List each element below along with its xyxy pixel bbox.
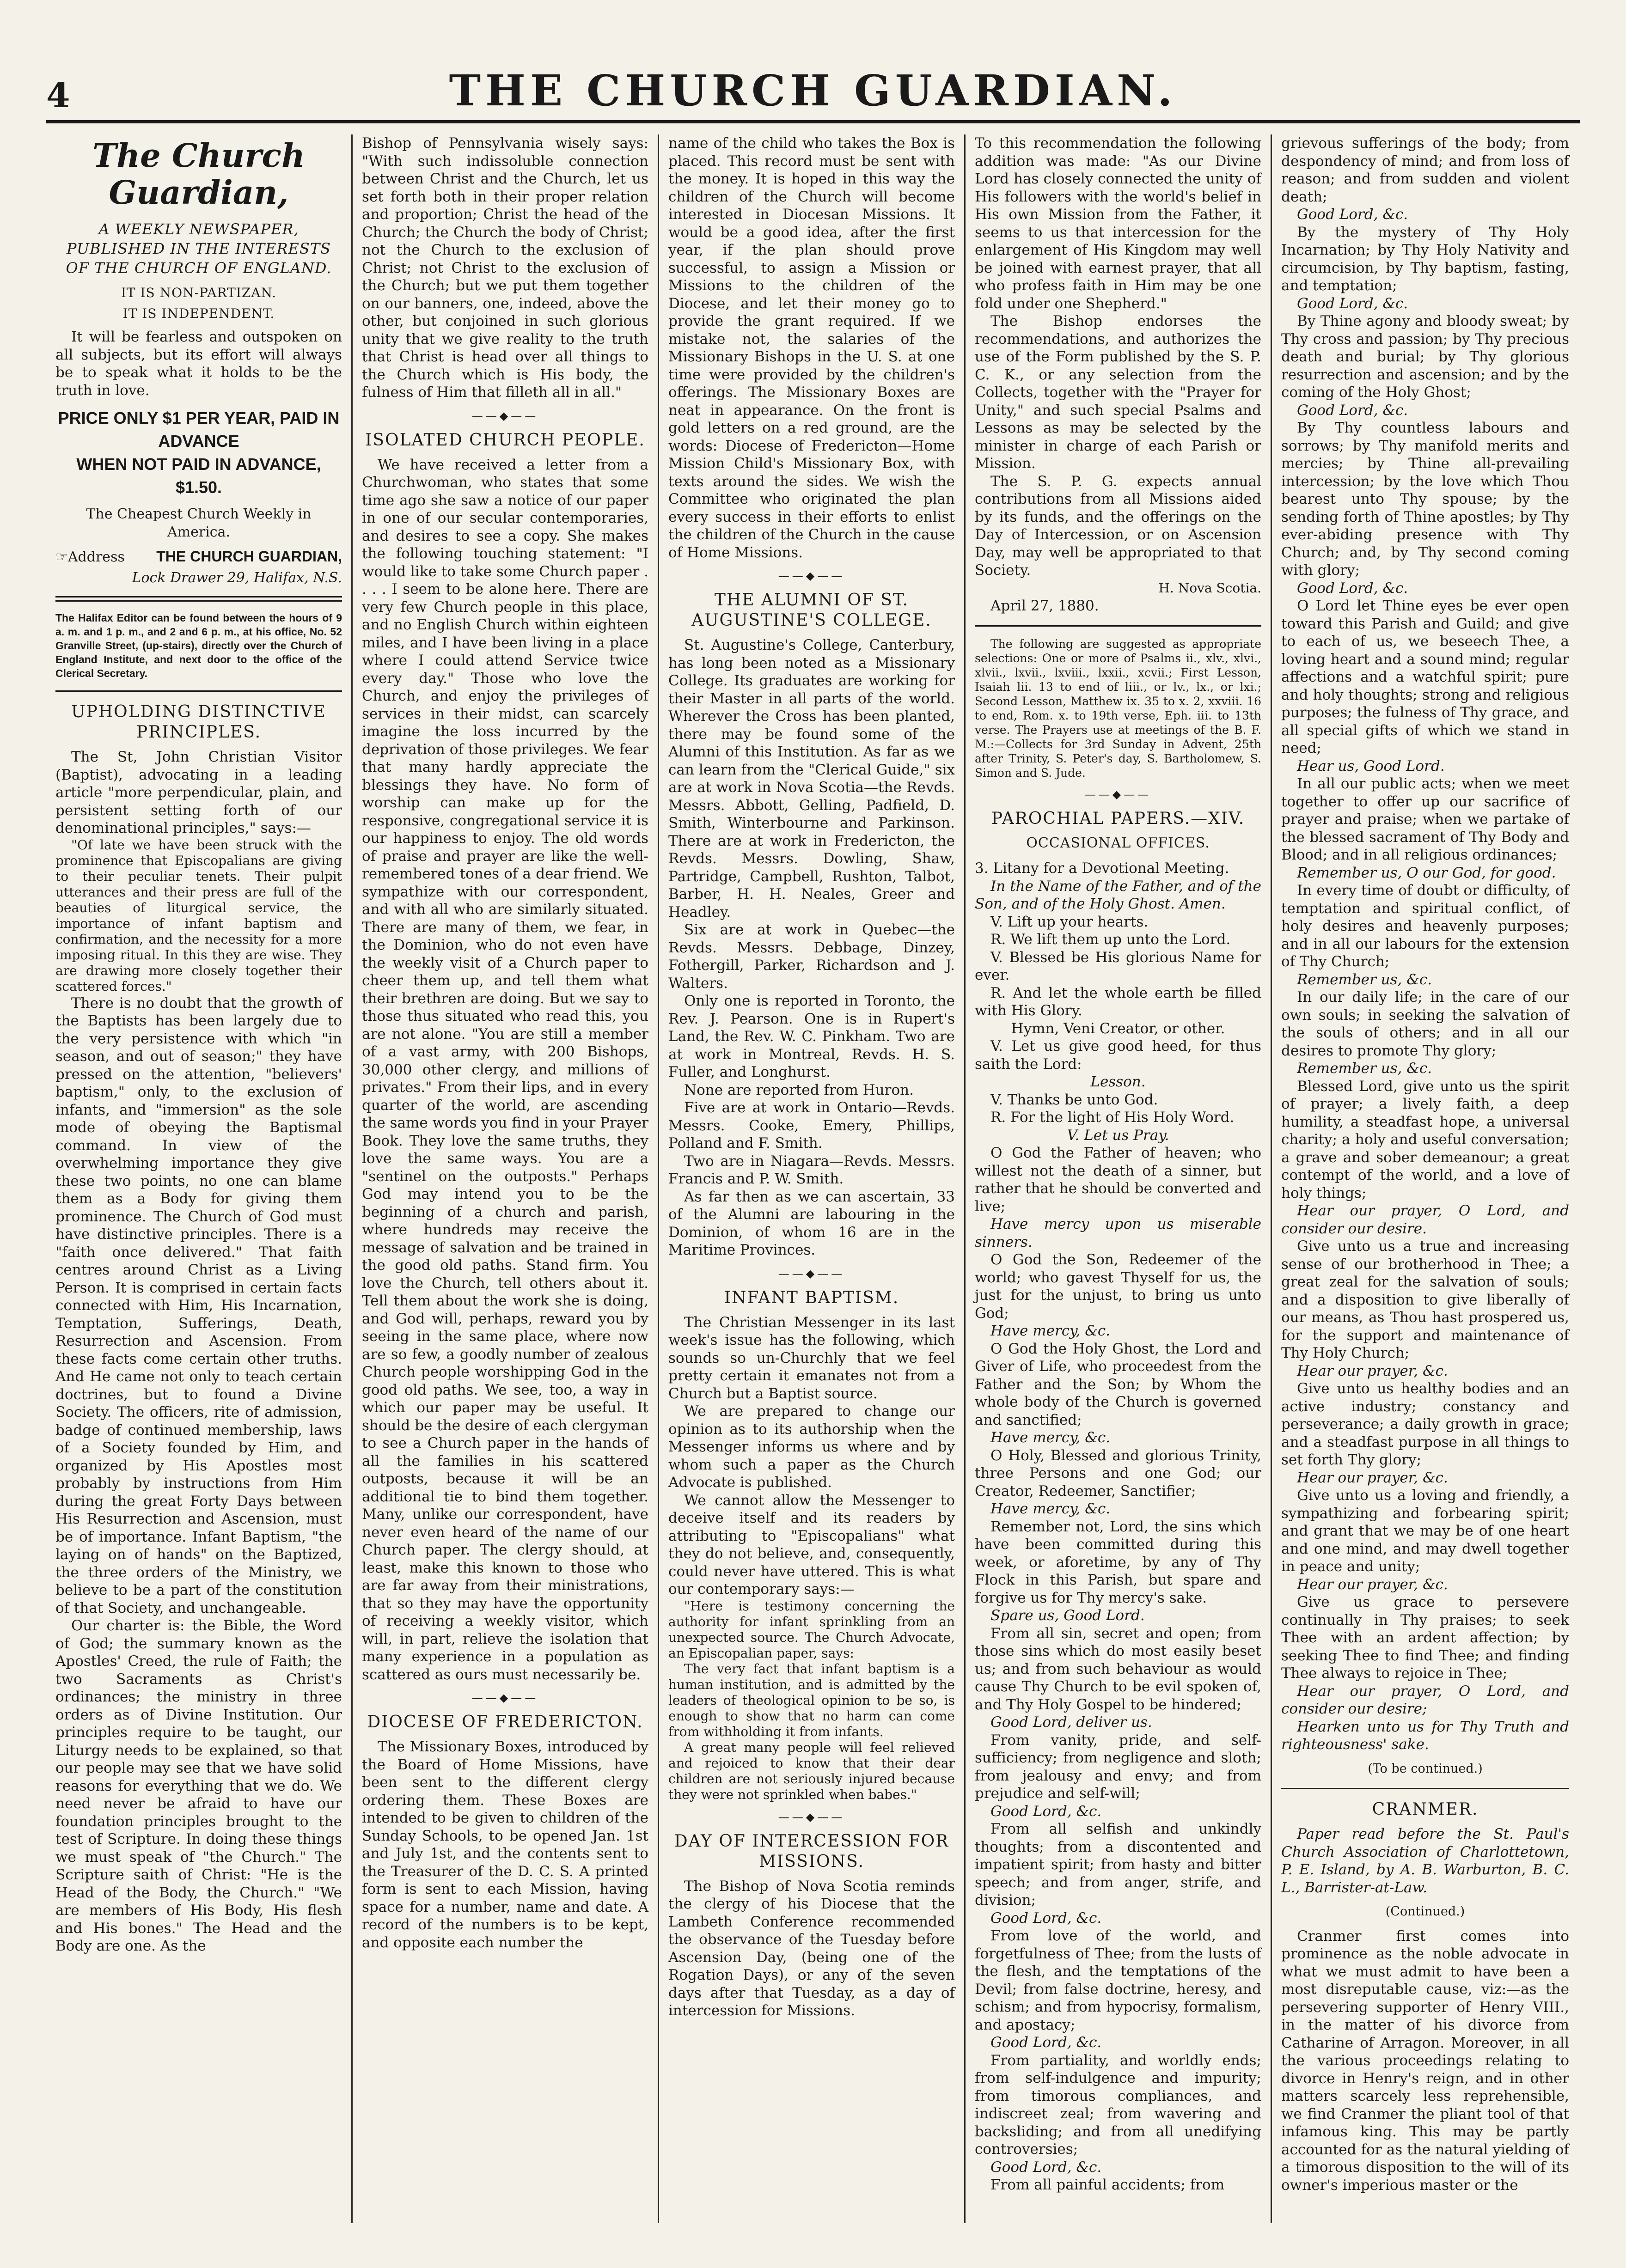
litany-response: Hear our prayer, &c. (1297, 1576, 1448, 1593)
column-2 (353, 134, 659, 2223)
litany-line: From vanity, pride, and self-sufficiency; from negligence and sloth; from jealousy and envy; and from prejudice and self-will; (975, 1731, 1261, 1802)
motto: It will be fearless and outspoken on all subjects, but its effort will always be to speak what it holds to be the truth in love. (55, 329, 342, 399)
ornament: ——◆—— (1084, 787, 1152, 801)
article-paragraph: Cranmer first comes into prominence as the noble advocate in what we must admit to have been a most disreputable cause, viz:—as the persevering supporter of Henry VIII., in the matter of his divorce from Catharine of Arragon. Moreover, in all the various proceedings relating to divorce in Henry's reign, and in other matters scarcely less reprehensible, we find Cranmer the pliant tool of that infamous king. This may be partly accounted for as the natural yielding of a timorous disposition to the will of its owner's imperious master or the (1281, 1927, 1569, 2194)
non-partizan-line: IT IS NON-PARTIZAN. (121, 285, 277, 300)
ornament: ——◆—— (778, 569, 845, 582)
price-line: PRICE ONLY $1 PER YEAR, PAID IN ADVANCE (58, 408, 340, 451)
litany-response: Good Lord, &c. (1297, 579, 1408, 597)
article-heading: DIOCESE OF FREDERICTON. (367, 1713, 643, 1731)
litany-line: R. For the light of His Holy Word. (990, 1109, 1235, 1126)
article-paragraph: The Bishop endorses the recommendations, and authorizes the use of the Form published by the S. P. C. K., or any selection from the Collects, together with the "Prayer for Unity," and such special Psalms and Lessons as may be selected by the minister in charge of each Parish or Mission. (975, 313, 1261, 472)
article-paragraph: The following are suggested as appropriate selections: One or more of Psalms ii., xlv., xlvi., xlvii., lxvii., lxviii., lxxii., xcvii.; First Lesson, Isaiah lii. 13 to end of liii., or lv., lx., or lxi.; Second Lesson, Matthew ix. 35 to x. 2, xxviii. 16 to end, Rom. x. to 19th verse, Eph. iii. to 13th verse. The Prayers use at meetings of the B. F. M.:—Collects for 3rd Sunday in Advent, 25th after Trinity, S. Peter's day, S. Bartholomew, S. Simon and S. Jude. (975, 637, 1261, 780)
litany-response: Hear our prayer, &c. (1297, 1362, 1448, 1379)
article-paragraph: Only one is reported in Toronto, the Rev. J. Pearson. One is in Rupert's Land, the Rev. W. C. Pinkham. Two are at work in Montreal, Revds. H. S. Fuller, and Longhurst. (668, 993, 955, 1080)
litany-line: V. Let us Pray. (1067, 1127, 1169, 1144)
article-paragraph: The S. P. G. expects annual contributions from all Missions aided by its funds, and the offerings on the Day of Intercession, or on Ascension Day, may well be appropriated to that Society. (975, 473, 1261, 579)
litany-line: Give unto us a true and increasing sense of our brotherhood in Thee; a great zeal for the salvation of souls; and a disposition to give liberally of our means, as Thou hast prospered us, for the support and maintenance of Thy Holy Church; (1281, 1238, 1569, 1361)
litany-line: O Lord let Thine eyes be ever open toward this Parish and Guild; and give to each of us, we beseech Thee, a loving heart and a sound mind; regular affections and a watchful spirit; pure and holy thoughts; strong and religious purposes; the fulness of Thy grace, and all special gifts of which we stand in need; (1281, 597, 1569, 756)
address-label: ☞Address (55, 549, 125, 565)
litany-response: Good Lord, &c. (990, 1909, 1102, 1927)
article-paragraph: We have received a letter from a Churchwoman, who states that some time ago she saw a notice of our paper in one of our secular contemporaries, and desires to see a copy. She makes the following touching statement: "I would like to take some Church paper . . . . I seem to be alone here. There are very few Church people in this place, and no English Church within eighteen miles, and I have been living in a place where I could attend Service twice every day." Those who love the Church, and enjoy the privileges of services in their midst, can scarcely imagine the loss incurred by the deprivation of those privileges. We fear that many hardly appreciate the blessings they have. No form of worship can make up for the responsive, congregational service it is our happiness to enjoy. The old words of praise and prayer are like the well-remembered tones of a dear friend. We sympathize with our correspondent, and with all who are similarly situated. There are many of them, we fear, in the Dominion, who do not even have the weekly visit of a Church paper to cheer them up, and tell them what their brethren are doing. But we say to those thus situated who read this, you are not alone. "You are still a member of a vast army, with 200 Bishops, 30,000 other clergy, and millions of privates." From their lips, and in every quarter of the world, are ascending the same words you find in your Prayer Book. They love the same truths, they love the same ways. You are a "sentinel on the outposts." Perhaps God may intend you to be the beginning of a church and parish, where hundreds may receive the message of salvation and be trained in the good old paths. Stand firm. You love the Church, tell others about it. Tell them about the work she is doing, and God will, perhaps, reward you by seeing in the same place, where now are so few, a goodly number of zealous Church people worshipping God in the good old paths. We see, too, a way in which our paper may be useful. It should be the desire of each clergyman to see a Church paper in the hands of all the families in his scattered outposts, because it will be an additional tie to bind them together. Many, unlike our correspondent, have never even heard of the name of our Church paper. The clergy should, at least, make this known to those who are far away from their ministrations, that so they may have the opportunity of receiving a weekly visitor, which will, in part, relieve the isolation that many experience in a population as scattered as ours must necessarily be. (362, 456, 648, 1683)
article-heading: DAY OF INTERCESSION FOR MISSIONS. (674, 1831, 949, 1871)
article-paragraph: The St, John Christian Visitor (Baptist), advocating in a leading article "more perpendicular, plain, and persistent setting forth of our denominational principles," says:— (55, 749, 342, 836)
litany-response: Good Lord, &c. (990, 2034, 1102, 2051)
article-paragraph: Bishop of Pennsylvania wisely says: "With such indissoluble connection between Christ and the Church, let us set forth both in their proper relation and proportion; Christ the head of the Church; the Church the body of Christ; not the Church to the exclusion of Christ; not Christ to the exclusion of the Church; but we put them together on our banners, one, indeed, above the other, but conjoined in such glorious unity that we give reality to the truth that Christ is head over all things to the Church which is His body, the fulness of Him that filleth all in all." (362, 135, 648, 401)
article-paragraph: None are reported from Huron. (684, 1081, 914, 1098)
litany-line: O God the Son, Redeemer of the world; who gavest Thyself for us, the just for the unjust, to bring us unto God; (975, 1251, 1261, 1322)
article-quote: "Of late we have been struck with the prominence that Episcopalians are giving to their peculiar tenets. Their pulpit utterances and their press are full of the beauties of liturgical service, the importance of infant baptism and confirmation, and the necessity for a more imposing ritual. In this they are wise. They are drawing more closely together their scattered forces." (55, 837, 342, 994)
litany-line: Hymn, Veni Creator, or other. (1011, 1020, 1225, 1037)
litany-line: V. Blessed be His glorious Name for ever. (975, 949, 1261, 983)
litany-response: Remember us, &c. (1297, 1060, 1432, 1077)
columns (46, 134, 1580, 2223)
article-paragraph: The Bishop of Nova Scotia reminds the clergy of his Diocese that the Lambeth Conference recommended the observance of the Tuesday before Ascension Day, (being one of the Rogation Days), or any of the seven days after that Tuesday, as a day of intercession for Missions. (668, 1878, 955, 2019)
litany-line: From all sin, secret and open; from those sins which do most easily beset us; and from such behaviour as would cause Thy Church to be evil spoken of, and Thy Holy Gospel to be hindered; (975, 1625, 1261, 1713)
independent-line: IT IS INDEPENDENT. (122, 305, 275, 321)
litany-response: Have mercy, &c. (990, 1429, 1111, 1446)
litany-line: O God the Holy Ghost, the Lord and Giver of Life, who proceedest from the Father and the Son; by Whom the whole body of the Church is governed and sanctified; (975, 1340, 1261, 1428)
article-paragraph: Our charter is: the Bible, the Word of God; the summary known as the Apostles' Creed, the rule of Faith; the two Sacraments as Christ's ordinances; the ministry in three orders as of Divine Institution. Our principles require to be taught, our Liturgy needs to be explained, so that our people may see that we have solid reasons for everything that we do. We need never be afraid to have our foundation principles brought to the test of Scripture. In doing these things we must speak of "the Church." The Scripture saith of Christ: "He is the Head of the Body, the Church." "We are members of His Body, His flesh and His bones." The Head and the Body are one. As the (55, 1617, 342, 1954)
article-paragraph: The Missionary Boxes, introduced by the Board of Home Missions, have been sent to the different clergy ordering them. These Boxes are intended to be given to children of the Sunday Schools, to be opened Jan. 1st and July 1st, and the contents sent to the Treasurer of the D. C. S. A printed form is sent to each Mission, having space for a number, name and date. A record of the numbers is to be kept, and opposite each number the (362, 1738, 648, 1951)
article-paragraph: St. Augustine's College, Canterbury, has long been noted as a Missionary College. Its graduates are working for their Master in all parts of the world. Wherever the Cross has been planted, there may be found some of the Alumni of this Institution. As far as we can learn from the "Clerical Guide," six are at work in Nova Scotia—the Revds. Messrs. Abbott, Gelling, Padfield, D. Smith, Winterbourne and Parkinson. There are at work in Fredericton, the Revds. Messrs. Dowling, Shaw, Partridge, Campbell, Rushton, Talbot, Barber, H. H. Neales, Greer and Headley. (668, 637, 955, 921)
litany-line: O Holy, Blessed and glorious Trinity, three Persons and one God; our Creator, Redeemer, Sanctifier; (975, 1447, 1261, 1500)
litany-response: Good Lord, &c. (1297, 206, 1408, 223)
paper-subtitle: A WEEKLY NEWSPAPER, PUBLISHED IN THE INTERESTS OF THE CHURCH OF ENGLAND. (66, 220, 332, 277)
ornament: ——◆—— (778, 1267, 845, 1280)
article-quote: The very fact that infant baptism is a human institution, and is admitted by the leaders of theological opinion to be so, is enough to show that no harm can come from withholding it from infants. (668, 1661, 955, 1739)
litany-line: Give unto us a loving and friendly, a sympathizing and forbearing spirit; and grant that we may be of one heart and one mind, and may dwell together in peace and unity; (1281, 1487, 1569, 1575)
litany-response: Have mercy, &c. (990, 1323, 1111, 1339)
article-heading: INFANT BAPTISM. (724, 1288, 899, 1307)
litany-response: Good Lord, &c. (990, 1803, 1102, 1820)
newspaper-title: THE CHURCH GUARDIAN. (449, 66, 1177, 116)
litany-line: Give us grace to persevere continually in Thy praises; to seek Thee with an ardent affection; by seeking Thee to find Thee; and finding Thee always to rejoice in Thee; (1281, 1594, 1569, 1682)
litany-line: V. Let us give good heed, for thus saith the Lord: (975, 1038, 1261, 1073)
litany-line: R. And let the whole earth be filled with His Glory. (975, 984, 1261, 1019)
litany-response: Hear us, Good Lord. (1297, 757, 1445, 774)
article-heading: PAROCHIAL PAPERS.—XIV. (991, 809, 1245, 828)
article-paragraph: We are prepared to change our opinion as to its authorship when the Messenger informs us where and by whom such a paper as the Church Advocate is published. (668, 1403, 955, 1491)
ornament: ——◆—— (471, 409, 539, 422)
litany-line: R. We lift them up unto the Lord. (990, 931, 1231, 948)
divider (55, 596, 342, 602)
dateline: April 27, 1880. (990, 597, 1099, 614)
ornament: ——◆—— (471, 1691, 539, 1704)
litany-line: Remember not, Lord, the sins which have been committed during this week, or aforetime, by any of Thy Flock in this Parish, but spare and forgive us for Thy mercy's sake. (975, 1518, 1261, 1606)
byline: Paper read before the St. Paul's Church Association of Charlottetown, P. E. Island, by A. B. Warburton, B. C. L., Barrister-at-Law. (1281, 1826, 1569, 1896)
litany-response: Good Lord, &c. (1297, 295, 1408, 312)
litany-response: Remember us, O our God, for good. (1297, 864, 1556, 881)
lock-drawer: Lock Drawer 29, Halifax, N.S. (132, 569, 342, 586)
article-heading: THE ALUMNI OF ST. AUGUSTINE'S COLLEGE. (691, 591, 932, 630)
column-3 (659, 134, 966, 2223)
litany-response: Remember us, &c. (1297, 971, 1432, 988)
article-paragraph: Five are at work in Ontario—Revds. Messrs. Cooke, Emery, Phillips, Polland and F. Smith. (668, 1099, 955, 1152)
address-line (55, 548, 342, 567)
litany-response: Hear our prayer, &c. (1297, 1469, 1448, 1486)
divider (55, 690, 342, 692)
litany-title: 3. Litany for a Devotional Meeting. (975, 860, 1229, 877)
article-paragraph: There is no doubt that the growth of the Baptists has been largely due to the very persistence with which "in season, and out of season;" they have pressed on the attention, "believers' baptism," only, to the exclusion of infants, and "immersion" as the sole mode of obeying the Baptismal command. In view of the overwhelming importance they give these two points, no one can blame them as a Body for giving them prominence. The Church of God must have distinctive principles. There is a "faith once delivered." That faith centres around Christ as a Living Person. It is comprised in certain facts connected with Him, His Incarnation, Temptation, Sufferings, Death, Resurrection and Ascension. From these facts come certain other truths. And He came not only to teach certain doctrines, but to found a Divine Society. The officers, rite of admission, badge of continued membership, laws of a Society founded by Him, and organized by His Apostles most probably by instructions from Him during the great Forty Days between His Resurrection and Ascension, must be of importance. Infant Baptism, "the laying on of hands" on the Baptized, the three orders of the Ministry, we believe to be a part of the constitution of that Society, and unchangeable. (55, 994, 342, 1616)
litany-line: From partiality, and worldly ends; from self-indulgence and impurity; from timorous compliances, and indiscreet zeal; from wavering and backsliding; and from all unedifying controversies; (975, 2052, 1261, 2158)
article-paragraph: name of the child who takes the Box is placed. This record must be sent with the money. It is hoped in this way the children of the Church will become interested in Diocesan Missions. It would be a good idea, after the first year, if the plan should prove successful, to assign a Mission or Missions to the children of the Diocese, and let their money go to provide the grant required. If we mistake not, the salaries of the Missionary Bishops in the U. S. at one time were provided by the children's offerings. The Missionary Boxes are neat in appearance. On the front is gold letters on a red ground, are the words: Diocese of Fredericton—Home Mission Child's Missionary Box, with texts around the sides. We wish the Committee who originated the plan every success in their efforts to enlist the children of the Church in the cause of Home Missions. (668, 135, 955, 561)
litany-line: From all selfish and unkindly thoughts; from a discontented and impatient spirit; from hasty and bitter speech; and from anger, strife, and division; (975, 1821, 1261, 1908)
article-paragraph: We cannot allow the Messenger to deceive itself and its readers by attributing to "Episcopalians" what they do not believe, and, consequently, could never have uttered. This is what our contemporary says:— (668, 1492, 955, 1597)
litany-line: By Thy countless labours and sorrows; by Thy manifold merits and mercies; by Thine all-prevailing intercession; by the love which Thou bearest unto Thy spouse; by the sending forth of Thine apostles; by Thy ever-abiding presence with Thy Church; and, by Thy second coming with glory; (1281, 420, 1569, 579)
article-quote: "Here is testimony concerning the authority for infant sprinkling from an unexpected source. The Church Advocate, an Episcopalian paper, says: (668, 1598, 955, 1661)
article-paragraph: As far then as we can ascertain, 33 of the Alumni are labouring in the Dominion, of whom 16 are in the Maritime Provinces. (668, 1188, 955, 1258)
litany-line: grievous sufferings of the body; from despondency of mind; and from loss of reason; and from sudden and violent death; (1281, 135, 1569, 205)
litany-response: Hear our prayer, O Lord, and consider our desire; (1281, 1683, 1569, 1717)
article-quote: A great many people will feel relieved and rejoiced to know that their dear children are not seriously injured because they were not sprinkled when babes." (668, 1739, 955, 1802)
paper-title: The Church Guardian, (92, 136, 305, 212)
article-heading: CRANMER. (1372, 1800, 1479, 1819)
litany-line: Lesson. (1090, 1073, 1146, 1090)
continued-note: (Continued.) (1385, 1904, 1465, 1919)
article-heading: UPHOLDING DISTINCTIVE PRINCIPLES. (71, 702, 326, 742)
address-name: THE CHURCH GUARDIAN, (156, 548, 342, 565)
litany-line: O God the Father of heaven; who willest not the death of a sinner, but rather that he should be converted and live; (975, 1145, 1261, 1215)
article-paragraph: The Christian Messenger in its last week's issue has the following, which sounds so un-Churchly that we feel pretty certain it emanates not from a Church but a Baptist source. (668, 1314, 955, 1402)
litany-response: Have mercy upon us miserable sinners. (975, 1216, 1261, 1250)
litany-line: In all our public acts; when we meet together to offer up our sacrifice of prayer and praise; when we partake of the blessed sacrament of Thy Body and Blood; and in all religious ordinances; (1281, 775, 1569, 863)
litany-response: Hear our prayer, O Lord, and consider our desire. (1281, 1202, 1569, 1237)
cheapest-line: The Cheapest Church Weekly in America. (86, 506, 312, 540)
litany-response: Good Lord, &c. (1297, 402, 1408, 419)
litany-line: In every time of doubt or difficulty, of temptation and spiritual conflict, of holy desires and heavenly purposes; and in all our labours for the extension of Thy Church; (1281, 882, 1569, 970)
litany-response: Have mercy, &c. (990, 1500, 1111, 1517)
to-be-continued: (To be continued.) (1368, 1761, 1483, 1776)
litany-line: From all painful accidents; from (990, 2177, 1225, 2193)
article-paragraph: Six are at work in Quebec—the Revds. Messrs. Debbage, Dinzey, Fothergill, Parker, Richardson and J. Walters. (668, 921, 955, 992)
divider (1281, 1788, 1569, 1789)
column-5 (1272, 134, 1578, 2223)
litany-line: By the mystery of Thy Holy Incarnation; by Thy Holy Nativity and circumcision, by Thy baptism, fasting, and temptation; (1281, 224, 1569, 294)
signature: H. Nova Scotia. (1158, 580, 1261, 596)
litany-line: From love of the world, and forgetfulness of Thee; from the lusts of the flesh, and the temptations of the Devil; from false doctrine, heresy, and schism; and from hypocrisy, formalism, and apostacy; (975, 1927, 1261, 2033)
column-1 (46, 134, 353, 2223)
litany-response: Spare us, Good Lord. (990, 1607, 1145, 1624)
column-4 (966, 134, 1272, 2223)
litany-line: In our daily life; in the care of our own souls; in seeking the salvation of the souls of others; and in all our desires to promote Thy glory; (1281, 989, 1569, 1059)
article-heading: ISOLATED CHURCH PEOPLE. (365, 430, 645, 450)
page-number: 4 (46, 76, 70, 116)
litany-line: Give unto us healthy bodies and an active industry; constancy and perseverance; a daily growth in grace; and a steadfast purpose in all things to set forth Thy glory; (1281, 1380, 1569, 1468)
price-line-2: WHEN NOT PAID IN ADVANCE, $1.50. (76, 455, 321, 497)
litany-response: Good Lord, &c. (990, 2158, 1102, 2176)
litany-response: Good Lord, deliver us. (990, 1714, 1152, 1731)
litany-line: By Thine agony and bloody sweat; by Thy cross and passion; by Thy precious death and burial; by Thy glorious resurrection and ascension; and by the coming of the Holy Ghost; (1281, 313, 1569, 401)
litany-response: Hearken unto us for Thy Truth and righteousness' sake. (1281, 1718, 1569, 1753)
editor-note: The Halifax Editor can be found between the hours of 9 a. m. and 1 p. m., and 2 and 6 p. m., at his office, No. 52 Granville Street, (up-stairs), directly over the Church of England Institute, and next door to the office of the Clerical Secretary. (55, 612, 342, 679)
litany-line: V. Lift up your hearts. (990, 913, 1149, 930)
article-paragraph: To this recommendation the following addition was made: "As our Divine Lord has closely connected the unity of His followers with the world's belief in His own Mission from the Father, it seems to us that intercession for the enlargement of His Kingdom may well be joined with earnest prayer, that all who profess faith in Him may be one fold under one Shepherd." (975, 135, 1261, 312)
ornament: ——◆—— (778, 1810, 845, 1823)
litany-line: V. Thanks be unto God. (990, 1091, 1158, 1108)
divider (975, 625, 1261, 627)
masthead (46, 60, 1580, 123)
litany-line: In the Name of the Father, and of the Son, and of the Holy Ghost. Amen. (975, 878, 1261, 912)
article-subheading: OCCASIONAL OFFICES. (1026, 835, 1210, 851)
article-paragraph: Two are in Niagara—Revds. Messrs. Francis and P. W. Smith. (668, 1152, 955, 1187)
litany-line: Blessed Lord, give unto us the spirit of prayer; a lively faith, a deep humility, a steadfast hope, a universal charity; a holy and useful conversation; a grave and sober demeanour; a great contempt of the world, and a love of holy things; (1281, 1078, 1569, 1201)
